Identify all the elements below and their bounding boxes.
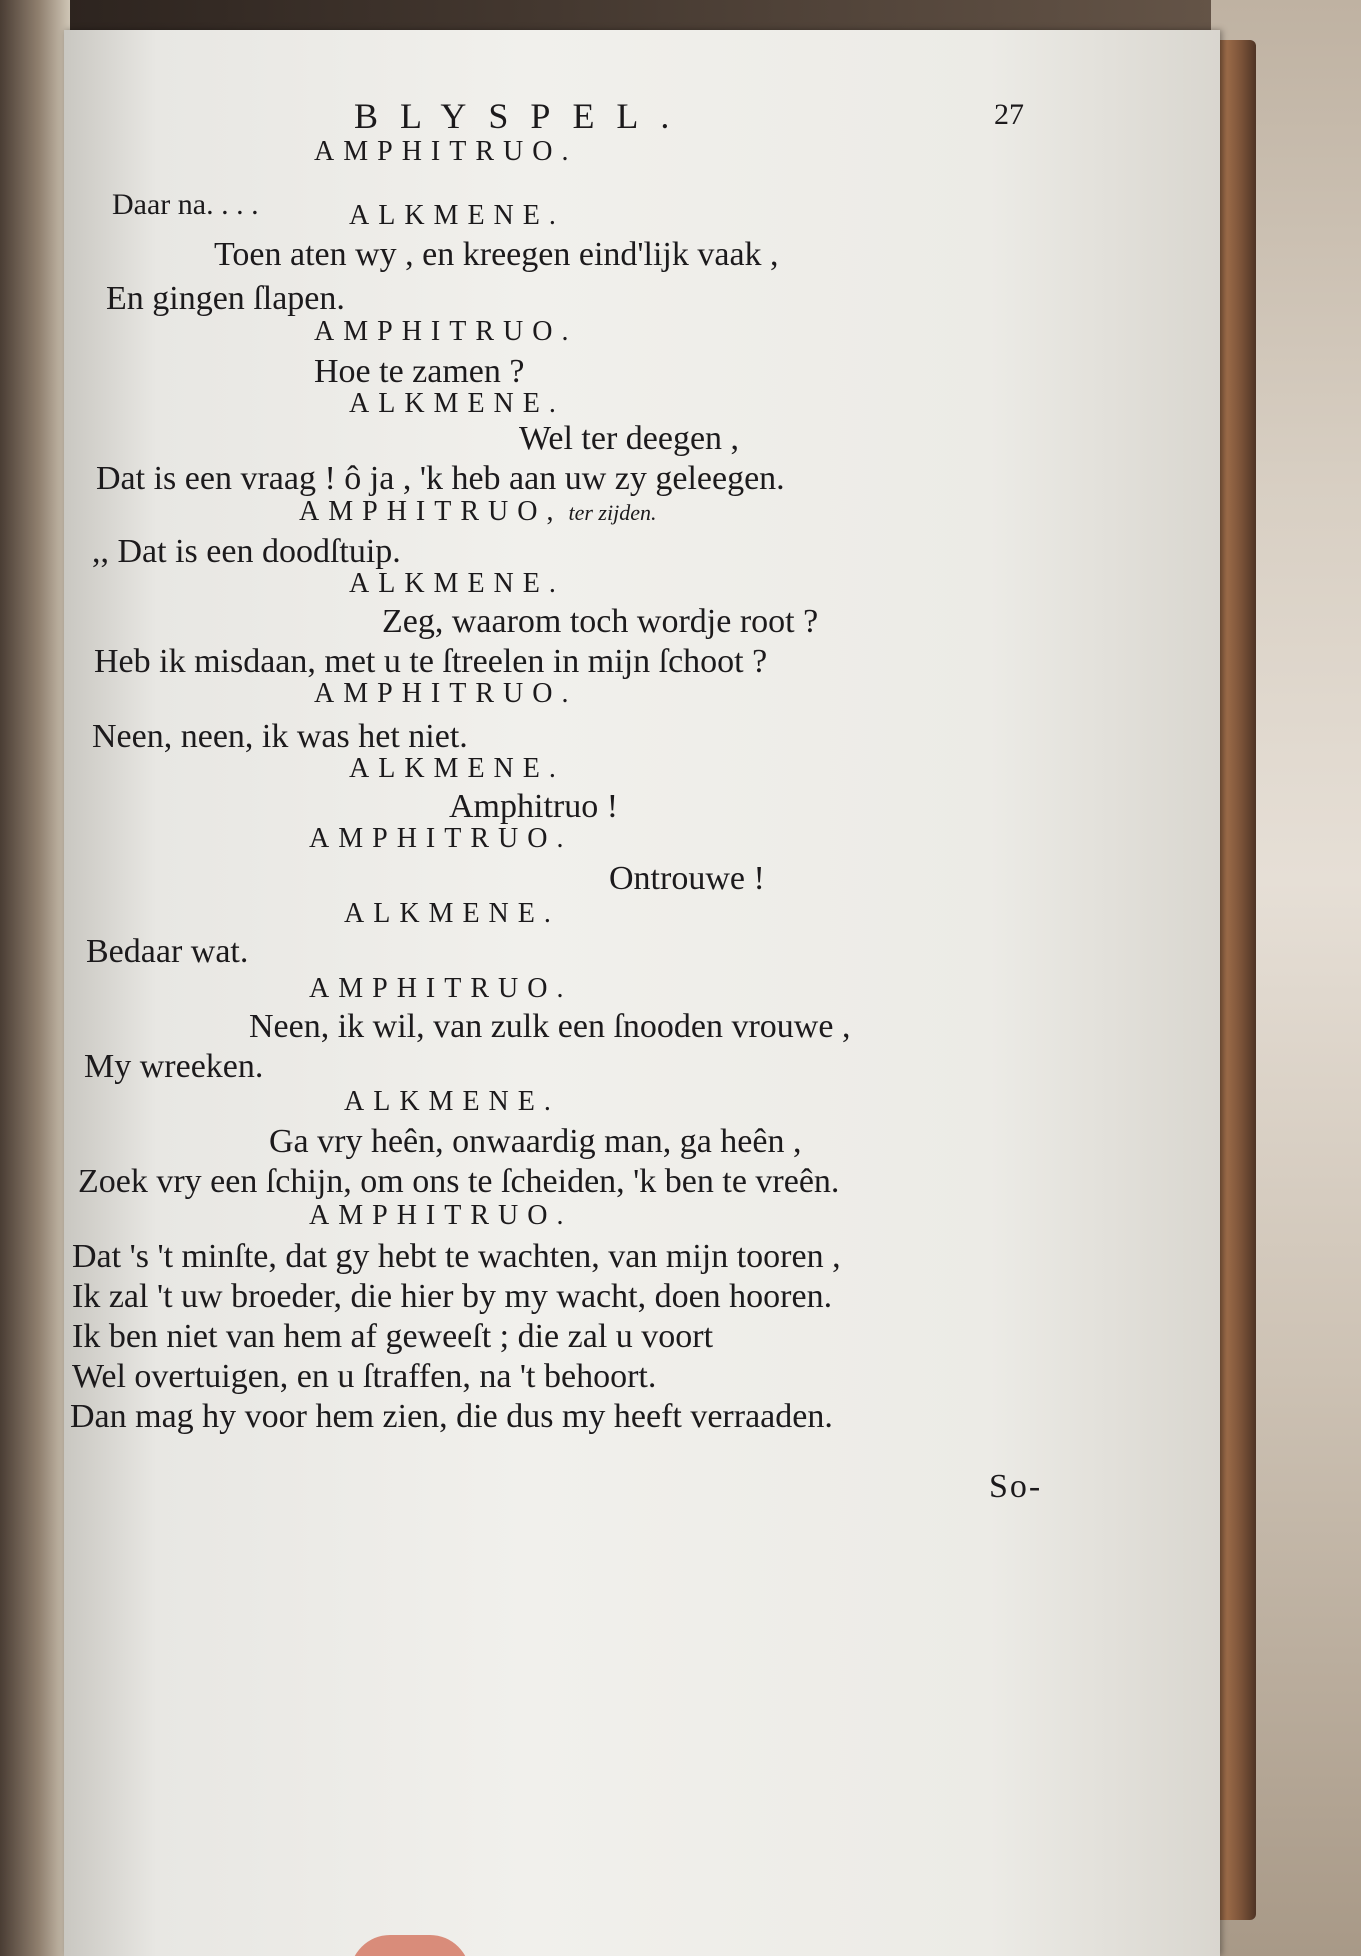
speaker-heading: ALKMENE.	[349, 568, 565, 599]
verse-line: Ontrouwe !	[609, 860, 765, 897]
speaker-heading: AMPHITRUO.	[309, 973, 573, 1004]
verse-line: En gingen ſlapen.	[106, 280, 345, 317]
verse-line: Zeg, waarom toch wordje root ?	[382, 603, 819, 640]
speaker-heading: ALKMENE.	[344, 898, 560, 929]
speaker-name: AMPHITRUO,	[299, 496, 563, 527]
verse-line: Neen, ik wil, van zulk een ſnooden vrouwe ,	[249, 1008, 851, 1045]
speaker-heading	[299, 498, 656, 526]
verse-line: ,, Dat is een doodſtuip.	[92, 533, 401, 570]
verse-line: Dan mag hy voor hem zien, die dus my heeft verraaden.	[70, 1398, 833, 1435]
speaker-heading: AMPHITRUO.	[314, 316, 578, 347]
speaker-heading: AMPHITRUO.	[309, 1200, 573, 1231]
previous-page-edge	[0, 0, 70, 1956]
speaker-heading: AMPHITRUO.	[309, 823, 573, 854]
verse-line: Wel overtuigen, en u ſtraffen, na 't behoort.	[72, 1358, 657, 1395]
verse-line: Ik zal 't uw broeder, die hier by my wacht, doen hooren.	[72, 1278, 833, 1315]
verse-line: Toen aten wy , en kreegen eind'lijk vaak ,	[214, 236, 779, 273]
verse-line: Bedaar wat.	[86, 933, 249, 970]
verse-line: Amphitruo !	[449, 788, 619, 825]
speaker-heading: AMPHITRUO.	[314, 678, 578, 709]
running-title: BLYSPEL.	[354, 96, 692, 136]
book-page	[64, 30, 1220, 1956]
verse-line: Ga vry heên, onwaardig man, ga heên ,	[269, 1123, 802, 1160]
catchword: So-	[989, 1468, 1043, 1505]
speaker-heading: ALKMENE.	[349, 200, 565, 231]
page-number: 27	[994, 98, 1024, 131]
speaker-heading: AMPHITRUO.	[314, 136, 578, 167]
verse-line: Hoe te zamen ?	[314, 353, 525, 390]
verse-line: Heb ik misdaan, met u te ſtreelen in mijn ſchoot ?	[94, 643, 768, 680]
stage-direction: ter zijden.	[568, 500, 657, 525]
verse-line: Daar na. . . .	[112, 188, 259, 221]
verse-line: Dat is een vraag ! ô ja , 'k heb aan uw zy geleegen.	[96, 460, 785, 497]
speaker-heading: ALKMENE.	[344, 1086, 560, 1117]
verse-line: Zoek vry een ſchijn, om ons te ſcheiden, 'k ben te vreên.	[78, 1163, 840, 1200]
verse-line: Ik ben niet van hem af geweeſt ; die zal u voort	[72, 1318, 714, 1355]
speaker-heading: ALKMENE.	[349, 753, 565, 784]
speaker-heading: ALKMENE.	[349, 388, 565, 419]
verse-line: Dat 's 't minſte, dat gy hebt te wachten, van mijn tooren ,	[72, 1238, 841, 1275]
verse-line: My wreeken.	[84, 1048, 264, 1085]
verse-line: Wel ter deegen ,	[519, 420, 740, 457]
verse-line: Neen, neen, ik was het niet.	[92, 718, 468, 755]
